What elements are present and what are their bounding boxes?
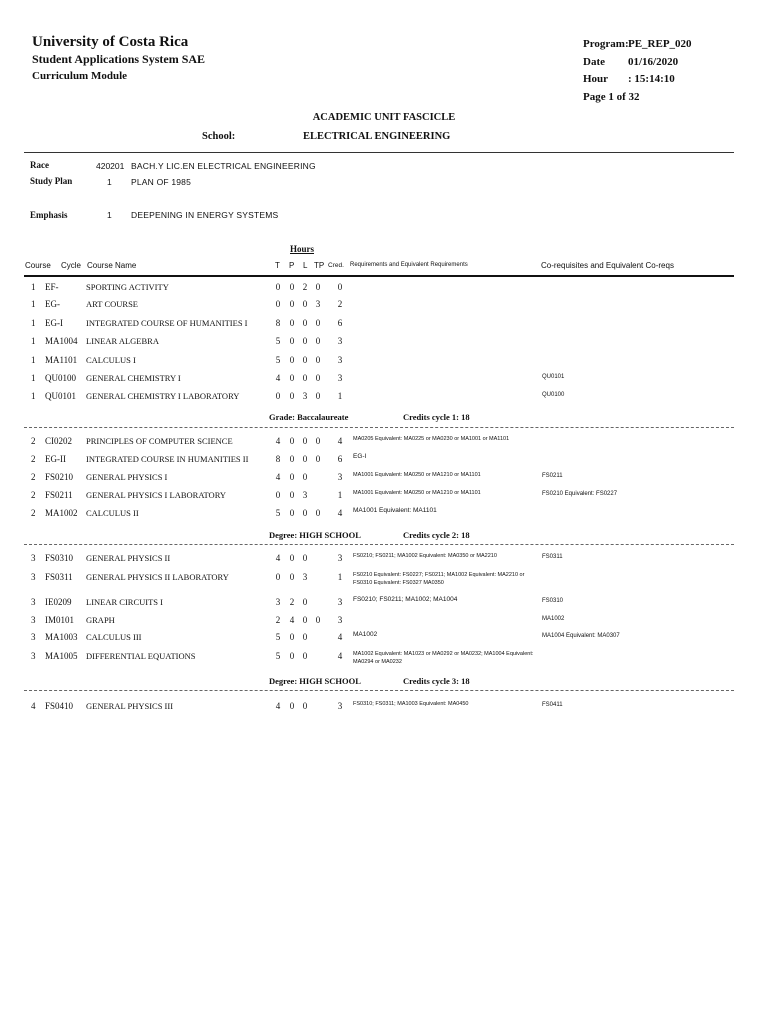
row-course-name: CALCULUS II — [86, 508, 139, 518]
table-row — [0, 454, 768, 470]
row-tp: 0 — [315, 391, 321, 401]
study-plan-label: Study Plan — [30, 176, 73, 186]
row-course-code: EG-II — [45, 454, 66, 464]
school-value: ELECTRICAL ENGINEERING — [303, 131, 451, 142]
cycle1-summary — [269, 412, 348, 422]
row-course-name: DIFFERENTIAL EQUATIONS — [86, 651, 196, 661]
row-requirements: EG-I — [353, 453, 367, 460]
row-requirements: MA1002 — [353, 631, 378, 638]
row-p: 0 — [289, 472, 295, 482]
row-p: 0 — [289, 282, 295, 292]
table-row — [0, 355, 768, 371]
row-t: 5 — [275, 651, 281, 661]
row-coreqs: FS0210 Equivalent: FS0227 — [542, 491, 618, 497]
row-t: 5 — [275, 355, 281, 365]
program-label: Program: — [583, 38, 629, 50]
row-coreqs: QU0101 — [542, 374, 565, 380]
row-cred: 3 — [337, 336, 343, 346]
row-coreqs: FS0311 — [542, 554, 563, 560]
row-requirements: MA1001 Equivalent: MA0250 or MA1210 or MA1101 — [353, 472, 481, 478]
col-course: Course — [25, 261, 51, 270]
table-row — [0, 701, 768, 717]
row-l: 0 — [302, 436, 308, 446]
table-row — [0, 299, 768, 315]
row-t: 4 — [275, 472, 281, 482]
row-cred: 2 — [337, 299, 343, 309]
row-l: 0 — [302, 454, 308, 464]
col-l: L — [303, 261, 308, 270]
row-cred: 4 — [337, 632, 343, 642]
row-course-name: GENERAL CHEMISTRY I LABORATORY — [86, 391, 240, 401]
table-row — [0, 336, 768, 352]
cycle3-degree-value: HIGH SCHOOL — [299, 676, 361, 686]
row-p: 0 — [289, 508, 295, 518]
row-cycle: 2 — [31, 454, 36, 464]
cycle1-grade-label: Grade: — [269, 412, 295, 422]
row-l: 3 — [302, 391, 308, 401]
row-cycle: 2 — [31, 472, 36, 482]
row-p: 0 — [289, 454, 295, 464]
row-requirements: MA0205 Equivalent: MA0225 or MA0230 or MA1001 or MA1101 — [353, 436, 510, 442]
row-cycle: 1 — [31, 336, 36, 346]
row-course-name: GENERAL PHYSICS I — [86, 472, 168, 482]
row-requirements: FS0210 Equivalent: FS0227; FS0211; MA1002 Equivalent: MA2210 or FS0310 Equivalent: FS0327 MA0350 — [353, 572, 525, 586]
row-tp: 0 — [315, 615, 321, 625]
table-row — [0, 318, 768, 334]
row-requirements: FS0210; FS0211; MA1002 Equivalent: MA0350 or MA2210 — [353, 553, 497, 559]
row-coreqs: QU0100 — [542, 392, 565, 398]
row-cycle: 3 — [31, 553, 36, 563]
row-cred: 3 — [337, 615, 343, 625]
cycle3-credits: Credits cycle 3: 18 — [403, 676, 470, 686]
row-course-name: CALCULUS III — [86, 632, 142, 642]
page-title: ACADEMIC UNIT FASCICLE — [312, 112, 456, 123]
row-course-code: FS0211 — [45, 490, 73, 500]
row-p: 0 — [289, 632, 295, 642]
row-course-code: MA1002 — [45, 508, 78, 518]
row-p: 0 — [289, 553, 295, 563]
row-p: 0 — [289, 701, 295, 711]
date-value: 01/16/2020 — [628, 56, 679, 68]
row-requirements: MA1001 Equivalent: MA0250 or MA1210 or MA1101 — [353, 490, 481, 496]
row-tp: 0 — [315, 355, 321, 365]
system-name: Student Applications System SAE — [32, 52, 206, 66]
cycle3-degree-label: Degree: — [269, 676, 298, 686]
col-credits: Cred. — [328, 262, 344, 269]
row-course-code: MA1005 — [45, 651, 78, 661]
col-requirements: Requirements and Equivalent Requirements — [350, 262, 468, 268]
row-cred: 3 — [337, 472, 343, 482]
row-cycle: 3 — [31, 615, 36, 625]
row-cred: 1 — [337, 490, 343, 500]
row-l: 0 — [302, 355, 308, 365]
row-t: 4 — [275, 373, 281, 383]
row-coreqs: FS0211 — [542, 473, 563, 479]
university-name: University of Costa Rica — [32, 34, 189, 50]
cycle2-degree-label: Degree: — [269, 530, 298, 540]
row-course-name: PRINCIPLES OF COMPUTER SCIENCE — [86, 436, 233, 446]
row-tp: 0 — [315, 282, 321, 292]
row-coreqs: MA1002 — [542, 616, 565, 622]
row-course-code: FS0311 — [45, 572, 73, 582]
row-l: 3 — [302, 572, 308, 582]
col-p: P — [289, 261, 295, 270]
row-cycle: 4 — [31, 701, 36, 711]
table-row — [0, 632, 768, 648]
cycle1-credits: Credits cycle 1: 18 — [403, 412, 470, 422]
row-cred: 3 — [337, 355, 343, 365]
cycle3-divider — [24, 690, 734, 691]
row-requirements: MA1002 Equivalent: MA1023 or MA0292 or MA0232; MA1004 Equivalent: MA0294 or MA0232 — [353, 651, 534, 665]
row-requirements: FS0310; FS0311; MA1003 Equivalent: MA0450 — [353, 701, 469, 707]
table-row — [0, 436, 768, 452]
row-cycle: 2 — [31, 508, 36, 518]
row-p: 0 — [289, 373, 295, 383]
module-name: Curriculum Module — [32, 70, 128, 82]
row-cred: 3 — [337, 553, 343, 563]
row-cycle: 1 — [31, 391, 36, 401]
row-cred: 0 — [337, 282, 343, 292]
row-p: 0 — [289, 299, 295, 309]
row-course-name: GRAPH — [86, 615, 115, 625]
table-row — [0, 597, 768, 613]
row-t: 0 — [275, 490, 281, 500]
race-code: 420201 — [96, 161, 125, 171]
row-course-name: LINEAR CIRCUITS I — [86, 597, 163, 607]
row-cycle: 3 — [31, 572, 36, 582]
row-cred: 3 — [337, 701, 343, 711]
program-value: PE_REP_020 — [628, 38, 692, 50]
row-course-code: CI0202 — [45, 436, 72, 446]
row-l: 0 — [302, 553, 308, 563]
row-cred: 1 — [337, 572, 343, 582]
row-l: 0 — [302, 597, 308, 607]
row-course-code: FS0410 — [45, 701, 74, 711]
table-row — [0, 553, 768, 569]
row-l: 0 — [302, 508, 308, 518]
race-text: BACH.Y LIC.EN ELECTRICAL ENGINEERING — [131, 161, 316, 171]
row-l: 0 — [302, 651, 308, 661]
cycle2-divider — [24, 544, 734, 545]
table-row — [0, 572, 768, 588]
row-coreqs: MA1004 Equivalent: MA0307 — [542, 633, 620, 639]
col-t: T — [275, 261, 280, 270]
row-cred: 3 — [337, 373, 343, 383]
row-course-code: MA1003 — [45, 632, 78, 642]
row-cycle: 3 — [31, 651, 36, 661]
row-t: 8 — [275, 318, 281, 328]
row-course-code: EG- — [45, 299, 60, 309]
emphasis-text: DEEPENING IN ENERGY SYSTEMS — [131, 210, 279, 220]
row-course-name: CALCULUS I — [86, 355, 136, 365]
row-p: 0 — [289, 651, 295, 661]
row-course-name: GENERAL CHEMISTRY I — [86, 373, 181, 383]
row-course-code: EF- — [45, 282, 59, 292]
row-l: 3 — [302, 490, 308, 500]
row-course-name: GENERAL PHYSICS II LABORATORY — [86, 572, 229, 582]
row-course-code: FS0310 — [45, 553, 74, 563]
row-p: 0 — [289, 490, 295, 500]
row-cycle: 1 — [31, 373, 36, 383]
row-t: 4 — [275, 553, 281, 563]
row-course-code: FS0210 — [45, 472, 74, 482]
row-t: 2 — [275, 615, 281, 625]
table-header-rule — [24, 275, 734, 277]
row-t: 0 — [275, 282, 281, 292]
row-p: 0 — [289, 572, 295, 582]
row-course-name: ART COURSE — [86, 299, 138, 309]
row-p: 0 — [289, 436, 295, 446]
row-course-name: GENERAL PHYSICS III — [86, 701, 174, 711]
row-l: 0 — [302, 299, 308, 309]
date-label: Date — [583, 56, 605, 68]
row-t: 5 — [275, 508, 281, 518]
cycle2-credits: Credits cycle 2: 18 — [403, 530, 470, 540]
row-course-name: LINEAR ALGEBRA — [86, 336, 159, 346]
row-p: 0 — [289, 336, 295, 346]
row-l: 0 — [302, 615, 308, 625]
row-p: 4 — [289, 615, 295, 625]
row-requirements: MA1001 Equivalent: MA1101 — [353, 507, 437, 514]
row-cycle: 2 — [31, 436, 36, 446]
row-t: 3 — [275, 597, 281, 607]
row-p: 0 — [289, 355, 295, 365]
emphasis-label: Emphasis — [30, 210, 68, 220]
row-cred: 4 — [337, 651, 343, 661]
hour-value: : 15:14:10 — [628, 73, 675, 85]
row-cred: 4 — [337, 508, 343, 518]
row-p: 2 — [289, 597, 295, 607]
row-l: 0 — [302, 701, 308, 711]
row-cred: 4 — [337, 436, 343, 446]
table-row — [0, 391, 768, 407]
row-l: 0 — [302, 318, 308, 328]
col-cycle: Cycle — [61, 261, 82, 270]
row-p: 0 — [289, 318, 295, 328]
cycle1-divider — [24, 427, 734, 428]
cycle3-summary — [269, 676, 361, 686]
row-cycle: 1 — [31, 318, 36, 328]
row-cred: 1 — [337, 391, 343, 401]
cycle2-degree-value: HIGH SCHOOL — [299, 530, 361, 540]
emphasis-code: 1 — [107, 210, 112, 220]
row-cycle: 3 — [31, 597, 36, 607]
row-course-code: EG-I — [45, 318, 63, 328]
col-tp: TP — [314, 261, 325, 270]
row-course-code: QU0101 — [45, 391, 76, 401]
row-cycle: 1 — [31, 282, 36, 292]
row-tp: 0 — [315, 436, 321, 446]
table-row — [0, 615, 768, 631]
row-t: 8 — [275, 454, 281, 464]
col-course-name: Course Name — [87, 261, 137, 270]
row-tp: 0 — [315, 318, 321, 328]
row-t: 0 — [275, 572, 281, 582]
study-plan-text: PLAN OF 1985 — [131, 177, 192, 187]
row-t: 5 — [275, 336, 281, 346]
row-t: 4 — [275, 701, 281, 711]
row-cred: 6 — [337, 454, 343, 464]
row-t: 5 — [275, 632, 281, 642]
cycle2-summary — [269, 530, 361, 540]
row-coreqs: FS0411 — [542, 702, 563, 708]
race-label: Race — [30, 160, 49, 170]
row-l: 0 — [302, 472, 308, 482]
row-course-name: INTEGRATED COURSE OF HUMANITIES I — [86, 318, 248, 328]
row-requirements: FS0210; FS0211; MA1002; MA1004 — [353, 596, 458, 603]
row-l: 0 — [302, 336, 308, 346]
row-p: 0 — [289, 391, 295, 401]
study-plan-code: 1 — [107, 177, 112, 187]
row-course-code: IE0209 — [45, 597, 72, 607]
row-t: 0 — [275, 299, 281, 309]
row-tp: 0 — [315, 508, 321, 518]
table-row — [0, 490, 768, 506]
col-coreqs: Co-requisites and Equivalent Co-reqs — [541, 261, 674, 270]
table-row — [0, 282, 768, 298]
row-cred: 6 — [337, 318, 343, 328]
row-tp: 0 — [315, 336, 321, 346]
header-divider — [24, 152, 734, 153]
row-l: 0 — [302, 632, 308, 642]
table-row — [0, 508, 768, 524]
row-cycle: 1 — [31, 299, 36, 309]
row-t: 0 — [275, 391, 281, 401]
page-number: Page 1 of 32 — [583, 91, 640, 103]
row-cycle: 2 — [31, 490, 36, 500]
row-cycle: 1 — [31, 355, 36, 365]
row-tp: 0 — [315, 454, 321, 464]
row-course-name: SPORTING ACTIVITY — [86, 282, 169, 292]
row-tp: 3 — [315, 299, 321, 309]
row-cycle: 3 — [31, 632, 36, 642]
table-row — [0, 373, 768, 389]
row-cred: 3 — [337, 597, 343, 607]
row-tp: 0 — [315, 373, 321, 383]
table-row — [0, 472, 768, 488]
cycle1-grade-value: Baccalaureate — [297, 412, 349, 422]
row-l: 0 — [302, 373, 308, 383]
row-l: 2 — [302, 282, 308, 292]
row-course-code: MA1004 — [45, 336, 78, 346]
row-coreqs: FS0310 — [542, 598, 564, 604]
hours-header: Hours — [290, 244, 315, 254]
row-course-code: QU0100 — [45, 373, 76, 383]
row-course-code: IM0101 — [45, 615, 74, 625]
row-course-name: GENERAL PHYSICS I LABORATORY — [86, 490, 227, 500]
row-course-code: MA1101 — [45, 355, 78, 365]
school-label: School: — [202, 131, 236, 142]
row-course-name: GENERAL PHYSICS II — [86, 553, 171, 563]
row-course-name: INTEGRATED COURSE IN HUMANITIES II — [86, 454, 249, 464]
table-row — [0, 651, 768, 667]
row-t: 4 — [275, 436, 281, 446]
hour-label: Hour — [583, 73, 609, 85]
